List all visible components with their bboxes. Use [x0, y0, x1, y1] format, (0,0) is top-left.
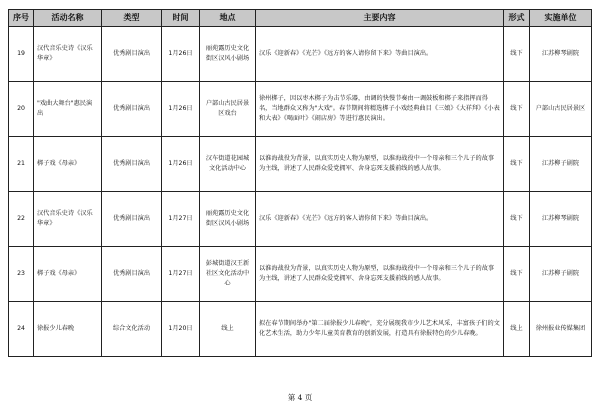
row-type: 优秀剧目演出	[102, 137, 162, 192]
row-place: 丽苑露历史文化街区汉风小剧场	[200, 192, 256, 247]
row-type: 综合文化活动	[102, 302, 162, 357]
row-date: 1月26日	[162, 27, 200, 82]
row-place: 户部山古民居景区戏台	[200, 82, 256, 137]
row-form: 线下	[504, 27, 530, 82]
row-no: 24	[9, 302, 34, 357]
table-row	[9, 302, 592, 357]
row-no: 19	[9, 27, 34, 82]
header-place: 地点	[200, 10, 256, 27]
row-org: 江苏柳琴剧院	[530, 192, 592, 247]
row-name: "戏曲大舞台"惠民演出	[34, 82, 102, 137]
header-type: 类型	[102, 10, 162, 27]
activity-table	[8, 9, 592, 357]
row-date: 1月26日	[162, 82, 200, 137]
row-org: 江苏柳子剧院	[530, 137, 592, 192]
row-name: 汉代音乐史诗《汉乐华章》	[34, 192, 102, 247]
row-place: 线上	[200, 302, 256, 357]
row-date: 1月26日	[162, 137, 200, 192]
row-org: 江苏柳子剧院	[530, 247, 592, 302]
row-name: 汉代音乐史诗《汉乐华章》	[34, 27, 102, 82]
row-no: 22	[9, 192, 34, 247]
table-row	[9, 82, 592, 137]
row-no: 23	[9, 247, 34, 302]
row-name: 梆子戏《母亲》	[34, 247, 102, 302]
row-type: 优秀剧目演出	[102, 247, 162, 302]
header-name: 活动名称	[34, 10, 102, 27]
row-no: 21	[9, 137, 34, 192]
header-no: 序号	[9, 10, 34, 27]
row-form: 线上	[504, 302, 530, 357]
row-content: 徐州梆子，因以枣木梆子为击节乐器，由调的快慢节奏由一调鼓板和梆子来指挥而得名，当地群众又称为"大戏"。春节期间将精选梆子小戏经典曲目《三娘》《大祥拜》《小表和大表》《喝面叶》《闹店房》等进行惠民演出。	[256, 82, 504, 137]
row-form: 线下	[504, 137, 530, 192]
row-content: 以淮海战役为背景，以真实历史人物为原型，以淮海战役中一个母亲和三个儿子的故事为主线，讲述了人民群众爱党拥军、舍身忘死支援前线的感人故事。	[256, 247, 504, 302]
row-date: 1月27日	[162, 192, 200, 247]
row-name: 梆子戏《母亲》	[34, 137, 102, 192]
row-place: 丽苑露历史文化街区汉风小剧场	[200, 27, 256, 82]
page-number: 第 4 页	[287, 393, 313, 402]
row-type: 优秀剧目演出	[102, 82, 162, 137]
header-form: 形式	[504, 10, 530, 27]
table-row	[9, 247, 592, 302]
row-place: 彭城街道汉王新社区文化活动中心	[200, 247, 256, 302]
header-content: 主要内容	[256, 10, 504, 27]
header-org: 实施单位	[530, 10, 592, 27]
row-org: 徐州报业传媒集团	[530, 302, 592, 357]
table-row	[9, 137, 592, 192]
row-name: 徐报少儿春晚	[34, 302, 102, 357]
row-date: 1月20日	[162, 302, 200, 357]
row-form: 线下	[504, 192, 530, 247]
table-header-row	[9, 10, 592, 27]
header-date: 时间	[162, 10, 200, 27]
row-place: 汉车街道花园城文化活动中心	[200, 137, 256, 192]
row-content: 汉乐《迎新春》《光芒》《远方的客人请你留下来》等曲目演出。	[256, 27, 504, 82]
row-type: 优秀剧目演出	[102, 27, 162, 82]
row-no: 20	[9, 82, 34, 137]
row-content: 汉乐《迎新春》《光芒》《远方的客人请你留下来》等曲目演出。	[256, 192, 504, 247]
row-type: 优秀剧目演出	[102, 192, 162, 247]
table-row	[9, 192, 592, 247]
row-date: 1月27日	[162, 247, 200, 302]
row-org: 户部山古民居景区	[530, 82, 592, 137]
row-form: 线下	[504, 247, 530, 302]
row-content: 以淮海战役为背景，以真实历史人物为原型，以淮海战役中一个母亲和三个儿子的故事为主线，讲述了人民群众爱党拥军、舍身忘死支援前线的感人故事。	[256, 137, 504, 192]
table-row	[9, 27, 592, 82]
row-form: 线下	[504, 82, 530, 137]
row-org: 江苏柳琴剧院	[530, 27, 592, 82]
row-content: 拟在春节期间举办"第二届徐报少儿春晚"，充分展现我市少儿艺术风采，丰富孩子们的文化艺术生活，助力少年儿童美育教育的创新发展，打造具有徐报特色的少儿春晚。	[256, 302, 504, 357]
